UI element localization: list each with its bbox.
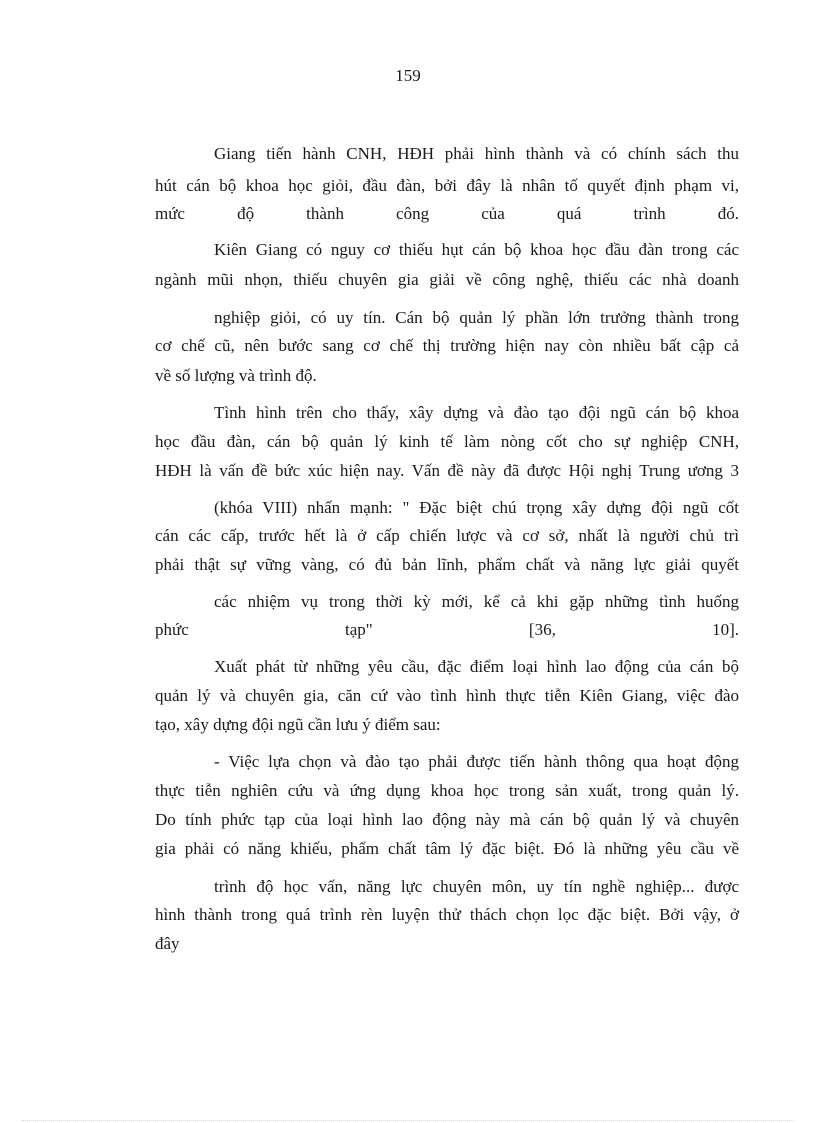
text-line: về số lượng và trình độ.	[155, 366, 317, 385]
page-number: 159	[395, 66, 421, 85]
text-line: cơ chế cũ, nên bước sang cơ chế thị trường hiện nay còn nhiều bất cập cả	[155, 336, 739, 355]
text-line: phải thật sự vững vàng, có đủ bản lĩnh, phẩm chất và năng lực giải quyết	[155, 555, 739, 574]
text-line: - Việc lựa chọn và đào tạo phải được tiến hành thông qua hoạt động	[214, 752, 739, 771]
text-line: Kiên Giang có nguy cơ thiếu hụt cán bộ khoa học đầu đàn trong các	[214, 240, 739, 259]
text-line: quản lý và chuyên gia, căn cứ vào tình hình thực tiễn Kiên Giang, việc đào	[155, 686, 739, 705]
text-line: nghiệp giỏi, có uy tín. Cán bộ quản lý phần lớn trưởng thành trong	[214, 308, 739, 327]
text-line: trình độ học vấn, năng lực chuyên môn, uy tín nghề nghiệp... được	[214, 877, 739, 896]
text-line: thực tiễn nghiên cứu và ứng dụng khoa học trong sản xuất, trong quản lý.	[155, 781, 739, 800]
text-line: Giang tiến hành CNH, HĐH phải hình thành và có chính sách thu	[214, 144, 739, 163]
text-line: ngành mũi nhọn, thiếu chuyên gia giải về công nghệ, thiếu các nhà doanh	[155, 270, 739, 289]
text-line: Do tính phức tạp của loại hình lao động này mà cán bộ quản lý và chuyên	[155, 810, 739, 829]
page-bottom-divider	[22, 1120, 794, 1121]
text-line: hút cán bộ khoa học giỏi, đầu đàn, bởi đây là nhân tố quyết định phạm vi,	[155, 176, 739, 195]
text-line: HĐH là vấn đề bức xúc hiện nay. Vấn đề này đã được Hội nghị Trung ương 3	[155, 461, 739, 480]
text-line: Xuất phát từ những yêu cầu, đặc điểm loại hình lao động của cán bộ	[214, 657, 739, 676]
text-line: học đầu đàn, cán bộ quản lý kinh tế làm nòng cốt cho sự nghiệp CNH,	[155, 432, 739, 451]
text-line: phức tạp" [36, 10].	[155, 620, 739, 639]
text-line: gia phải có năng khiếu, phẩm chất tâm lý đặc biệt. Đó là những yêu cầu về	[155, 839, 739, 858]
text-line: Tình hình trên cho thấy, xây dựng và đào tạo đội ngũ cán bộ khoa	[214, 403, 739, 422]
text-line: cán các cấp, trước hết là ở cấp chiến lược và cơ sở, nhất là người chủ trì	[155, 526, 739, 545]
text-line: đây	[155, 934, 180, 953]
text-line: tạo, xây dựng đội ngũ cần lưu ý điểm sau:	[155, 715, 441, 734]
text-line: hình thành trong quá trình rèn luyện thử thách chọn lọc đặc biệt. Bởi vậy, ở	[155, 905, 739, 924]
text-line: các nhiệm vụ trong thời kỳ mới, kể cả khi gặp những tình huống	[214, 592, 739, 611]
text-line: mức độ thành công của quá trình đó.	[155, 204, 739, 223]
text-line: (khóa VIII) nhấn mạnh: " Đặc biệt chú trọng xây dựng đội ngũ cốt	[214, 498, 739, 517]
